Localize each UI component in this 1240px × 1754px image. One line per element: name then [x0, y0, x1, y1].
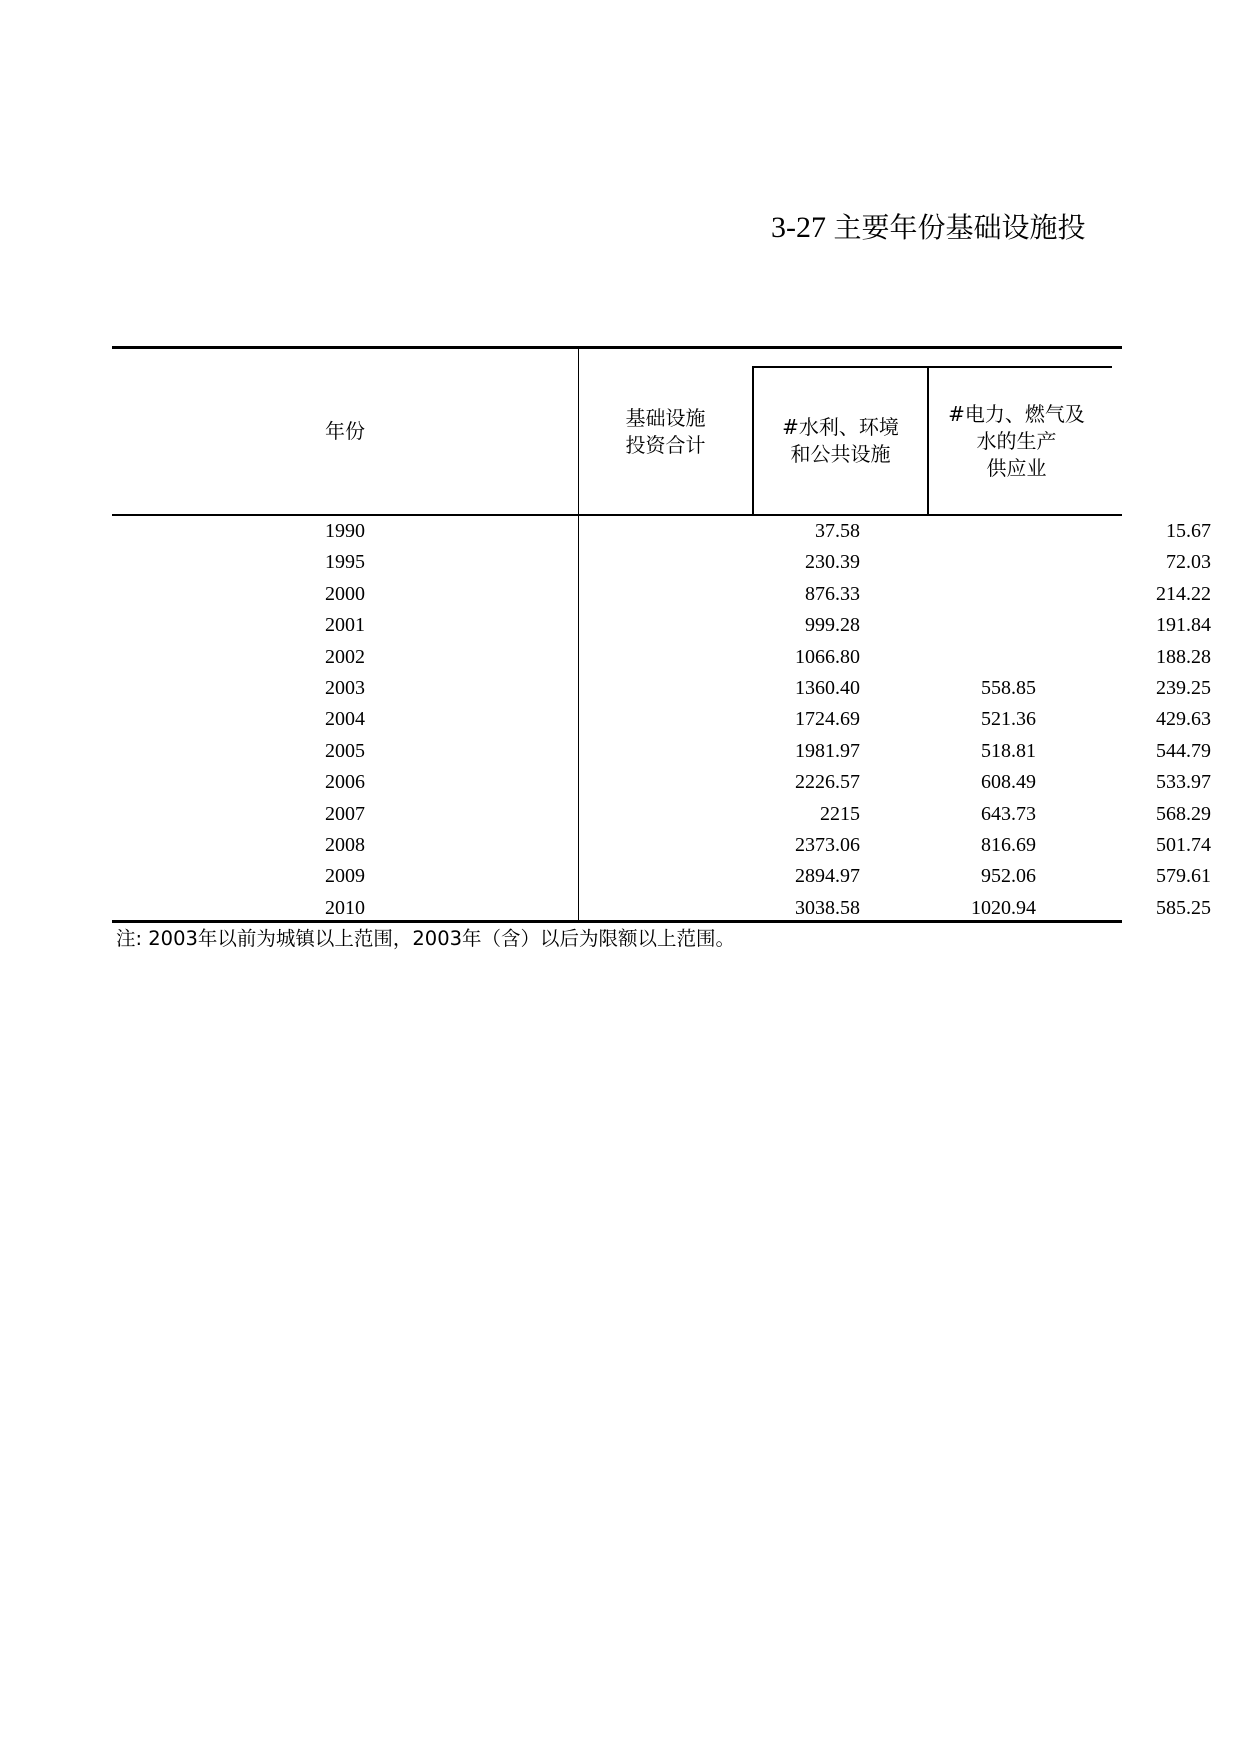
header-power-gas-water: #电力、燃气及 水的生产 供应业 [948, 401, 1085, 480]
table-footnote: 注: 2003年以前为城镇以上范围，2003年（含）以后为限额以上范围。 [116, 927, 736, 950]
table-row [112, 673, 1211, 704]
cell-year: 2003 [325, 676, 365, 699]
cell-water: 1020.94 [971, 896, 1036, 919]
header-water-environment: #水利、环境 和公共设施 [782, 415, 899, 466]
cell-water: 518.81 [981, 739, 1036, 762]
cell-year: 2004 [325, 708, 365, 731]
cell-total: 1724.69 [795, 708, 860, 731]
cell-total: 37.58 [815, 520, 860, 542]
cell-power: 239.25 [1156, 676, 1211, 699]
table-row [112, 736, 1211, 767]
table-row [112, 830, 1211, 861]
cell-year: 1995 [325, 551, 365, 574]
cell-total: 1360.40 [795, 676, 860, 699]
cell-power: 188.28 [1156, 645, 1211, 668]
table-row [112, 861, 1211, 892]
header-year: 年份 [325, 419, 365, 443]
title-number: 3-27 [771, 211, 826, 244]
cell-total: 2215 [820, 802, 860, 825]
table-row [112, 799, 1211, 830]
cell-power: 568.29 [1156, 802, 1211, 825]
table-row [112, 704, 1211, 735]
cell-total: 2373.06 [795, 833, 860, 856]
cell-water: 643.73 [981, 802, 1036, 825]
cell-year: 2002 [325, 645, 365, 668]
cell-total: 1981.97 [795, 739, 860, 762]
table-row [112, 579, 1211, 610]
cell-water: 558.85 [981, 676, 1036, 699]
cell-water: 816.69 [981, 833, 1036, 856]
cell-total: 876.33 [805, 582, 860, 605]
table-row [112, 767, 1211, 798]
cell-year: 2010 [325, 896, 365, 919]
cell-power: 15.67 [1166, 520, 1211, 542]
cell-water: 521.36 [981, 708, 1036, 731]
cell-year: 2005 [325, 739, 365, 762]
cell-year: 1990 [325, 520, 365, 542]
cell-power: 585.25 [1156, 896, 1211, 919]
cell-total: 999.28 [805, 614, 860, 637]
table-row [112, 642, 1211, 673]
cell-year: 2000 [325, 582, 365, 605]
cell-year: 2001 [325, 614, 365, 637]
cell-power: 72.03 [1166, 551, 1211, 574]
cell-year: 2006 [325, 771, 365, 794]
cell-total: 2226.57 [795, 771, 860, 794]
cell-water: 952.06 [981, 865, 1036, 888]
title-text: 主要年份基础设施投 [833, 211, 1086, 244]
page-title [771, 208, 1086, 248]
cell-power: 533.97 [1156, 771, 1211, 794]
cell-power: 579.61 [1156, 865, 1211, 888]
cell-water: 608.49 [981, 771, 1036, 794]
cell-power: 544.79 [1156, 739, 1211, 762]
cell-total: 2894.97 [795, 865, 860, 888]
table-row [112, 610, 1211, 641]
cell-power: 501.74 [1156, 833, 1211, 856]
cell-power: 214.22 [1156, 582, 1211, 605]
table-row [112, 516, 1211, 547]
cell-total: 3038.58 [795, 896, 860, 919]
table-row [112, 547, 1211, 578]
cell-total: 230.39 [805, 551, 860, 574]
cell-year: 2007 [325, 802, 365, 825]
cell-year: 2008 [325, 833, 365, 856]
header-total-investment: 基础设施 投资合计 [625, 405, 706, 457]
table-body [112, 516, 1211, 924]
cell-total: 1066.80 [795, 645, 860, 668]
table-row [112, 893, 1211, 924]
cell-power: 191.84 [1156, 614, 1211, 637]
cell-power: 429.63 [1156, 708, 1211, 731]
cell-year: 2009 [325, 865, 365, 888]
